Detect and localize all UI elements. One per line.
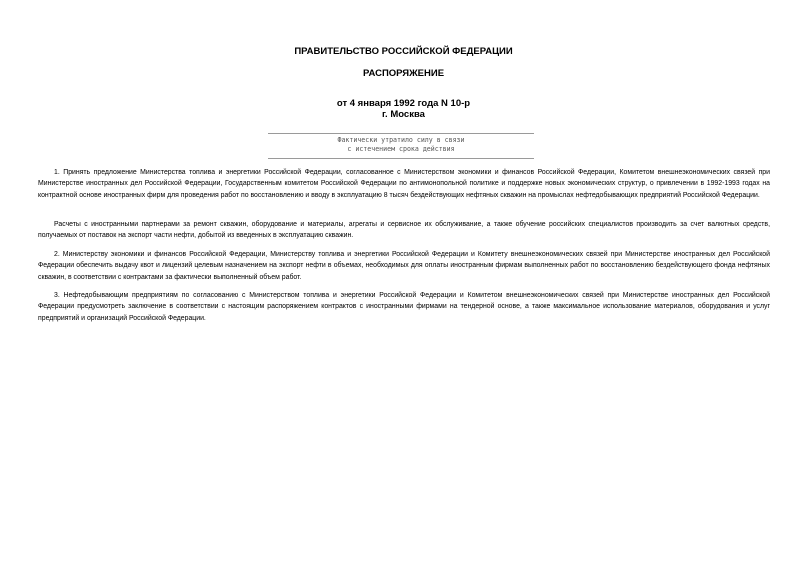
paragraph-3: 3. Нефтедобывающим предприятиям по согласованию с Министерством топлива и энергетики Российской Федерации и Комитетом внешнеэкономических связей при Министерстве иностранных дел Российской Федерации предусмотреть заключение в соответствии с настоящим распоряжением контрактов с иностранными фирмами на тендерной основе, а также максимальное использование материалов, оборудования и услуг предприятий и организаций Российской Федерации. [38, 292, 770, 322]
document-city: г. Москва [382, 109, 425, 120]
paragraph-settlements: Расчеты с иностранными партнерами за ремонт скважин, оборудование и материалы, агрегаты и сервисное их обслуживание, а также обучение российских специалистов производить за счет валютных средств, получаемых от поставок на экспорт части нефти, добытой из введенных в эксплуатацию скважин. [38, 221, 770, 240]
status-note-line-2: с истечением срока действия [347, 144, 455, 153]
paragraph-2: 2. Министерству экономики и финансов Российской Федерации, Министерству топлива и энергетики Российской Федерации и Комитету внешнеэкономических связей при Министерстве иностранных дел Российской Федерации обеспечить выдачу квот и лицензий целевым назначением на экспорт нефти в объемах, необходимых для оплаты иностранным фирмам выполненных работ по восстановлению бездействующего фонда нефтяных скважин, в соответствии с контрактами за фактически выполненный объем работ. [38, 251, 770, 281]
status-note-line-1: Фактически утратило силу в связи [337, 136, 465, 144]
paragraph-1: 1. Принять предложение Министерства топлива и энергетики Российской Федерации, согласованное с Министерством экономики и финансов Российской Федерации, Комитетом внешнеэкономических связей при Министерстве иностранных дел Российской Федерации, Государственным комитетом Российской Федерации по антимонопольной политике и поддержке новых экономических структур, о привлечении в 1992-1993 годах на контрактной основе иностранных фирм для проведения работ по восстановлению и вводу в эксплуатацию 8 тысяч бездействующих нефтяных скважин на промыслах нефтедобывающих предприятий Российской Федерации. [38, 169, 770, 199]
document-date-number: от 4 января 1992 года N 10-р [336, 98, 471, 109]
document-type: РАСПОРЯЖЕНИЕ [362, 68, 445, 79]
government-title: ПРАВИТЕЛЬСТВО РОССИЙСКОЙ ФЕДЕРАЦИИ [294, 46, 513, 57]
status-note [268, 133, 534, 159]
